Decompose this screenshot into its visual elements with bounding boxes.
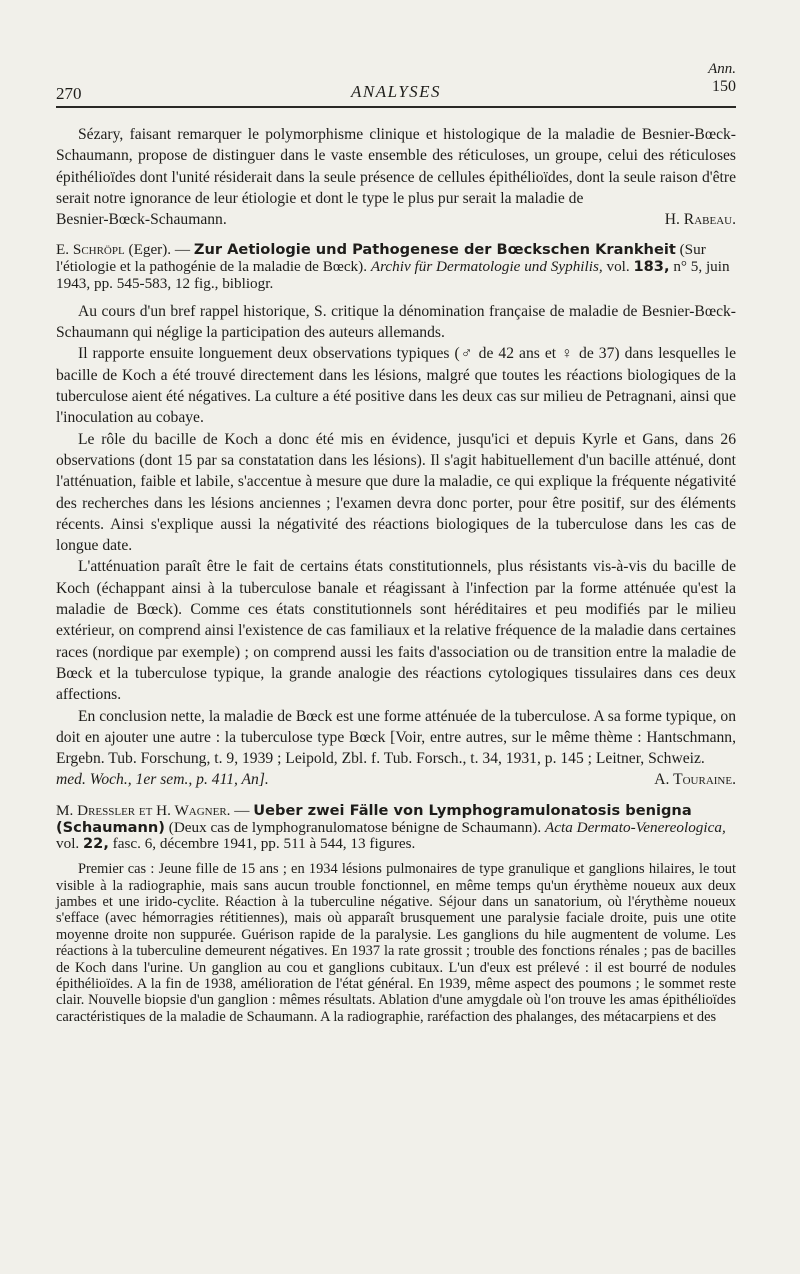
reference-author-place: (Eger). — <box>128 241 191 259</box>
journal-abbrev: Ann. <box>708 61 736 77</box>
reference-translation: (Sur l'étiologie et la pathogénie de la maladie de Bœck). <box>56 241 706 276</box>
article-reference <box>56 242 736 292</box>
review-paragraph: Sézary, faisant remarquer le polymorphisme clinique et histologique de la maladie de Besnier-Bœck-Schaumann, propose de distinguer dans le vaste ensemble des réticuloses, un groupe, celui des réticuloses épithélioïdes dont l'unité résiderait dans la seule présence de cellules épithélioïdes, dont la seule raison d'être serait notre ignorance de leur étiologie et dont le type le plus pur serait la maladie de <box>56 126 736 207</box>
review-dressler <box>56 861 736 1025</box>
reference-title: Zur Aetiologie und Pathogenese der Bœckschen Krankheit <box>193 241 676 259</box>
review-conclusion: En conclusion nette, la maladie de Bœck est une forme atténuée de la tuberculose. A sa forme typique, on doit en ajouter une autre : la tuberculose type Bœck [Voir, entre autres, sur le même thème : Hantschmann, Ergebn. Tub. Forschung, t. 9, 1939 ; Leipold, Zbl. f. Tub. Forsch., t. 34, 1931, p. 145 ; Leitner, Schweiz. <box>56 707 736 768</box>
review-paragraph: L'atténuation paraît être le fait de certains états constitutionnels, plus résistants vis-à-vis du bacille de Koch (échappant ainsi à la tuberculose banale et réagissant à l'infection par la forme atténuée qu'est la maladie de Bœck). Comme ces états constitutionnels sont héréditaires et peu modifiés par le milieu extérieur, on comprend ainsi l'existence de cas familiaux et la relative fréquence de la maladie dans certaines races (nordique par exemple) ; on comprend aussi les faits d'association ou de transition entre la maladie de Bœck et la tuberculose typique, la grande analogie des réactions cytologiques tissulaires dans ces deux affections. <box>56 558 736 704</box>
reference-volume: 22, <box>83 835 109 853</box>
signature-line <box>56 209 736 230</box>
volume-number: 150 <box>712 78 736 95</box>
reference-journal: Archiv für Dermatologie und Syphilis, <box>370 258 603 276</box>
reference-journal: Acta Dermato-Venereologica, <box>544 818 726 836</box>
review-paragraph: Le rôle du bacille de Koch a donc été mis en évidence, jusqu'ici et depuis Kyrle et Gans, dans 26 observations (dont 15 par sa constatation dans les lésions). Il s'agit habituellement d'un bacille atténué, dont l'atténuation, faible et labile, s'accentue à mesure que dure la maladie, ce qui explique la fréquente négativité des recherches dans les lésions anciennes ; l'examen devra donc porter, pour être positif, sur des éléments récents. Ainsi s'explique aussi la négativité des réactions biologiques de la tuberculose dans les cas de longue date. <box>56 430 736 555</box>
page-header <box>56 60 736 104</box>
review-schropl <box>56 301 736 791</box>
reference-authors: M. Dressler et H. Wagner. — <box>56 801 250 819</box>
review-paragraph: Il rapporte ensuite longuement deux observations typiques (♂ de 42 ans et ♀ de 37) dans lesquelles le bacille de Koch a été trouvé directement dans les lésions, malgré que toutes les réactions biologiques de la tuberculose aient été négatives. La culture a été positive dans les deux cas sur milieu de Petragnani, ainsi que l'inoculation au cobaye. <box>56 345 736 427</box>
reviewer-signature: H. Rabeau. <box>664 211 736 229</box>
review-paragraph: Au cours d'un bref rappel historique, S. critique la dénomination française de maladie de Besnier-Bœck-Schaumann qui néglige la participation des auteurs allemands. <box>56 302 736 342</box>
article-body <box>56 124 736 1025</box>
journal-reference <box>708 60 736 96</box>
review-rabeau <box>56 124 736 230</box>
reference-translation: (Deux cas de lymphogranulomatose bénigne de Schaumann). <box>168 818 542 836</box>
page-number: 270 <box>56 84 82 103</box>
review-last-line: Besnier-Bœck-Schaumann. <box>56 211 227 229</box>
signature-line <box>56 769 736 790</box>
reference-vol-label: vol. <box>606 258 630 276</box>
review-paragraph: Premier cas : Jeune fille de 15 ans ; en 1934 lésions pulmonaires de type granulique et ganglions hilaires, le tout visible à la radiographie, mais sans aucun trouble fonctionnel, en même temps qu'un érythème noueux aux deux jambes et une irido-cyclite. Réaction à la tuberculine négative. Séjour dans un sanatorium, où l'érythème noueux s'efface (avec hémorragies rétitiennes), mais où apparaît brusquement une paralysie faciale droite, puis une otite moyenne droite non suppurée. Guérison rapide de la paralysie. Les ganglions du hile augmentent de volume. Les réactions à la tuberculine demeurent négatives. En 1937 la rate grossit ; trouble des fonctions rénales ; pas de bacilles de Koch dans l'urine. Un ganglion au cou et ganglions cubitaux. L'un d'eux est prélevé : il est bourré de nodules épithélioïdes. A la fin de 1938, amélioration de l'état général. En 1939, même aspect des poumons ; le sommet reste clair. Nouvelle biopsie d'un ganglion : mêmes résultats. Ablation d'une amygdale où l'on trouve les amas épithélioïdes caractéristiques de la maladie de Schaumann. A la radiographie, raréfaction des phalanges, des métacarpiens et des <box>56 861 736 1025</box>
header-rule <box>56 106 736 108</box>
reference-details: fasc. 6, décembre 1941, pp. 511 à 544, 13 figures. <box>112 835 416 853</box>
reference-author: E. Schröpl <box>56 241 125 259</box>
reference-volume: 183, <box>633 258 670 276</box>
reference-details: n° 5, juin 1943, pp. 545-583, 12 fig., bibliogr. <box>56 258 730 293</box>
reference-vol-label: vol. <box>56 835 80 853</box>
review-conclusion-last: med. Woch., 1er sem., p. 411, An]. <box>56 771 269 789</box>
reviewer-signature: A. Touraine. <box>654 771 736 789</box>
running-title: ANALYSES <box>350 82 442 101</box>
article-reference <box>56 803 736 853</box>
reference-title: Ueber zwei Fälle von Lymphogramulonatosis benigna (Schaumann) <box>56 801 692 836</box>
